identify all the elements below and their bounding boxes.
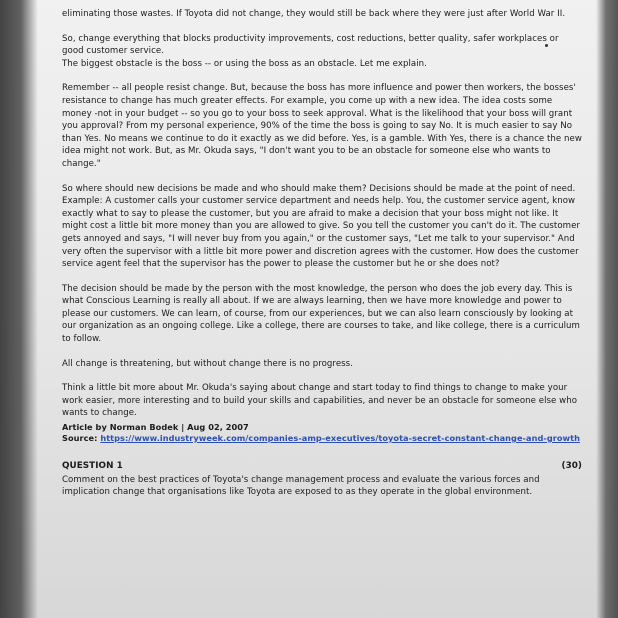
question-header [62,460,582,472]
paragraph-think-okuda: Think a little bit more about Mr. Okuda's saying about change and start today to find things to change to make your work easier, more interesting and to build your skills and capabilities, and never be an obstacle for someone else who wants to change. [62,383,578,419]
source-line [62,433,582,446]
page-shadow-left [0,0,38,618]
paragraph-decisions-point-of-need: So where should new decisions be made and who should make them? Decisions should be made at the point of need. Example: A customer calls your customer service department and needs help. You, the customer service agent, know exactly what to say to please the customer, but you are afraid to make a decision that your boss might not like. It might cost a little bit more money than you are allowed to give. So you tell the customer you can't do it. The customer gets annoyed and says, "I will never buy from you again," or the customer says, "Let me talk to your supervisor." And very often the supervisor with a little bit more power and discretion agrees with the customer. How does the customer service agent feel that the supervisor has the power to please the customer but he or she does not? [62,183,580,270]
question-label: QUESTION 1 [62,460,123,471]
question-text: Comment on the best practices of Toyota's change management process and evaluate the various forces and implication change that organisations like Toyota are exposed to as they operate in the global environment. [62,474,540,498]
paragraph-toyota-wastes: eliminating those wastes. If Toyota did not change, they would still be back where they were just after World War II. [62,9,566,19]
article-byline: Article by Norman Bodek | Aug 02, 2007 [62,422,249,433]
page-shadow-right [596,0,618,618]
question-marks: (30) [561,460,582,471]
article-body [62,8,582,499]
source-link[interactable]: https://www.industryweek.com/companies-amp-executives/toyota-secret-constant-change-and-growth [100,433,580,444]
paragraph-change-everything: So, change everything that blocks productivity improvements, cost reductions, better quality, safer workplaces or good customer service. [62,33,559,57]
paragraph-change-threatening: All change is threatening, but without change there is no progress. [62,358,353,369]
paragraph-conscious-learning: The decision should be made by the person with the most knowledge, the person who does the job every day. This is what Conscious Learning is really all about. If we are always learning, then we have more knowledge and power to please our customers. We can learn, of course, from our experiences, but we can also learn consciously by looking at our organization as an ongoing college. Like a college, there are courses to take, and like college, there is a curriculum to follow. [62,283,580,345]
source-label: Source: [62,433,101,444]
paragraph-biggest-obstacle: The biggest obstacle is the boss -- or using the boss as an obstacle. Let me explain. [62,58,427,69]
paragraph-remember-resist: Remember -- all people resist change. But, because the boss has more influence and power then workers, the bosses' resistance to change has much greater effects. For example, you come up with a new idea. The idea costs some money -not in your budget -- so you go to your boss to seek approval. What is the likelihood that your boss will grant you approval? From my personal experience, 90% of the time the boss is going to say No. It is much easier to say No than Yes. No means we continue to do it exactly as we did before. Yes, is a gamble. With Yes, there is a chance the new idea might not work. But, as Mr. Okuda says, "I don't want you to be an obstacle for someone else who wants to change." [62,83,582,169]
